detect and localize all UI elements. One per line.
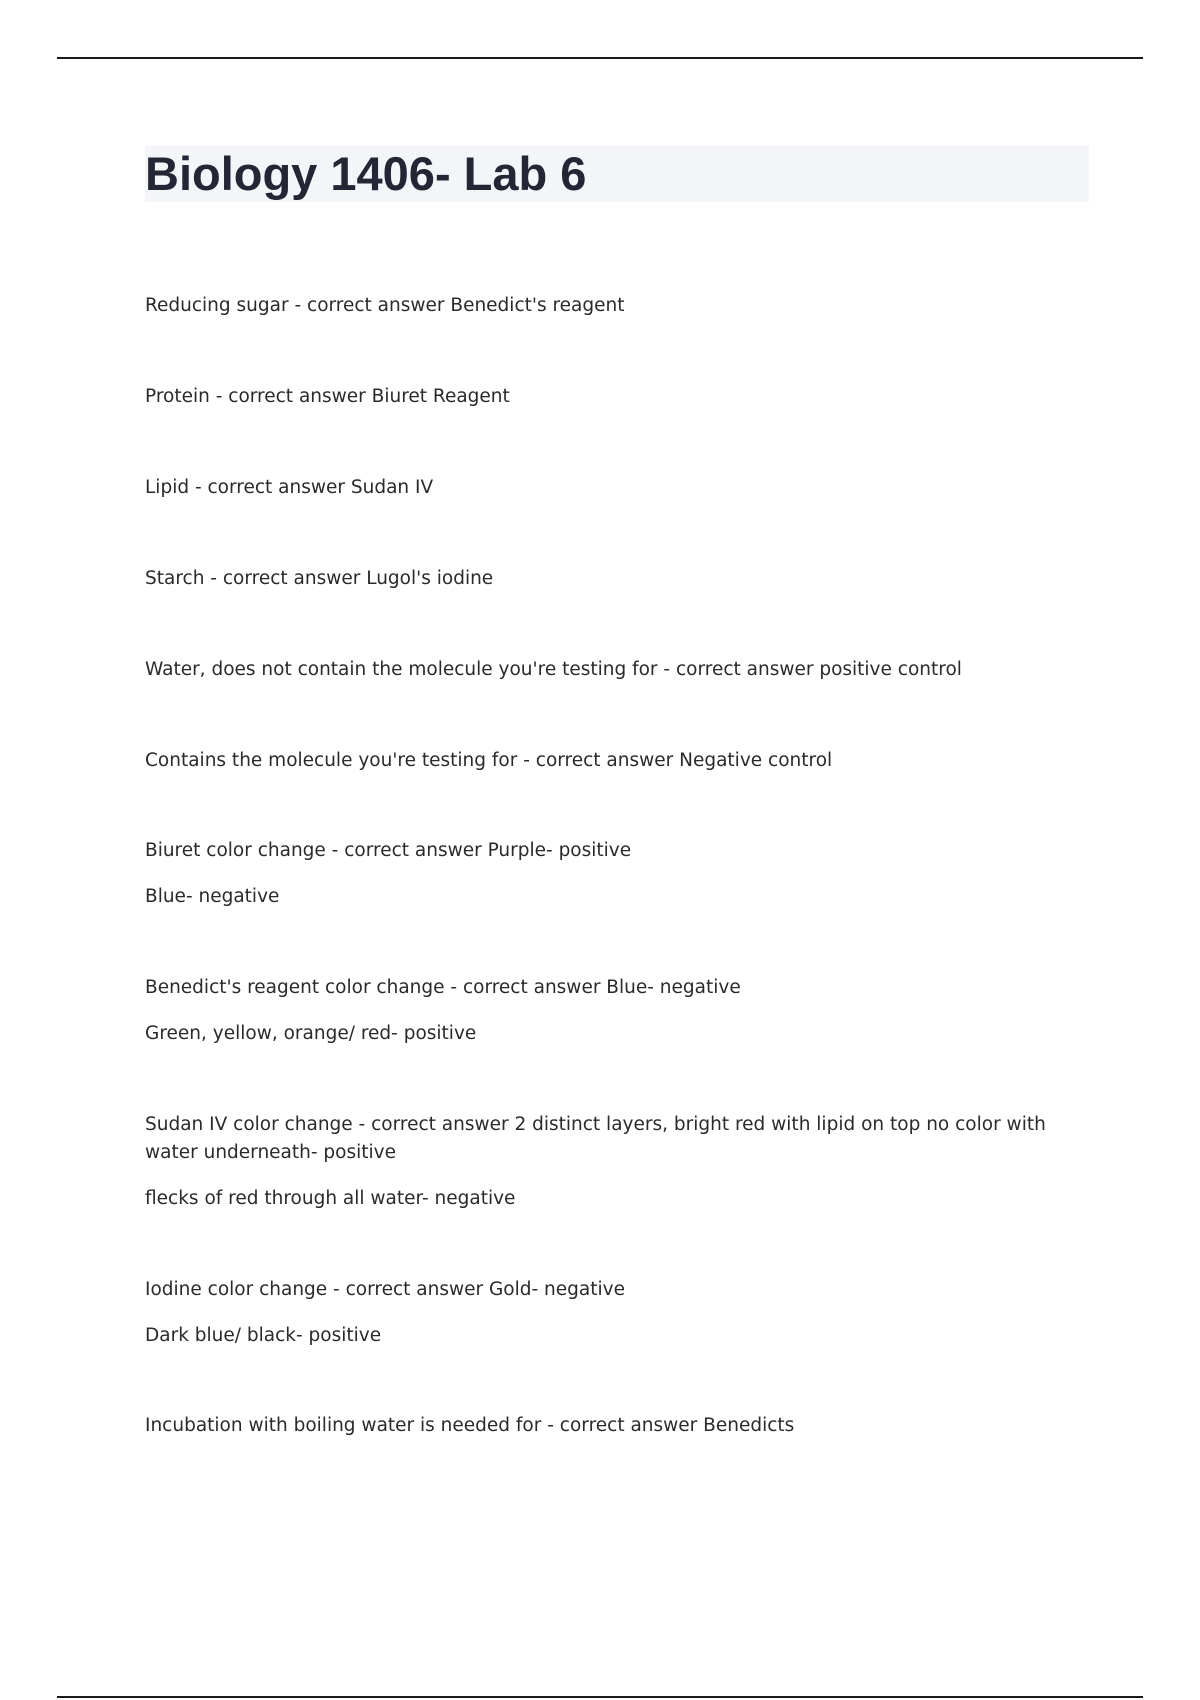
qa-line: Reducing sugar - correct answer Benedict's reagent [145,295,625,316]
qa-item-positive-control [145,656,1085,684]
qa-item-protein [145,383,1085,411]
qa-line: Blue- negative [145,886,280,907]
qa-item-iodine-color [145,1276,1085,1350]
qa-line: Biuret color change - correct answer Purple- positive [145,840,632,861]
qa-line: flecks of red through all water- negative [145,1188,516,1209]
top-rule [57,57,1143,59]
qa-item-sudan-color [145,1111,1085,1213]
qa-item-lipid [145,474,1085,502]
qa-line: Lipid - correct answer Sudan IV [145,477,434,498]
bottom-rule [57,1696,1143,1698]
qa-item-starch [145,565,1085,593]
qa-line: Incubation with boiling water is needed for - correct answer Benedicts [145,1415,795,1436]
qa-item-biuret-color [145,837,1085,911]
qa-line: Sudan IV color change - correct answer 2 distinct layers, bright red with lipid on top no color with water underneath- positive [145,1114,1046,1163]
qa-line: Dark blue/ black- positive [145,1325,382,1346]
qa-line: Benedict's reagent color change - correct answer Blue- negative [145,977,741,998]
qa-item-benedict-color [145,974,1085,1048]
qa-line: Contains the molecule you're testing for - correct answer Negative control [145,750,833,771]
qa-line: Green, yellow, orange/ red- positive [145,1023,477,1044]
document-title: Biology 1406- Lab 6 [145,147,587,200]
qa-item-reducing-sugar [145,292,1085,320]
qa-line: Starch - correct answer Lugol's iodine [145,568,494,589]
qa-item-incubation [145,1412,1085,1440]
qa-item-negative-control [145,747,1085,775]
qa-line: Iodine color change - correct answer Gold- negative [145,1279,625,1300]
qa-line: Water, does not contain the molecule you're testing for - correct answer positive control [145,659,962,680]
qa-line: Protein - correct answer Biuret Reagent [145,386,510,407]
